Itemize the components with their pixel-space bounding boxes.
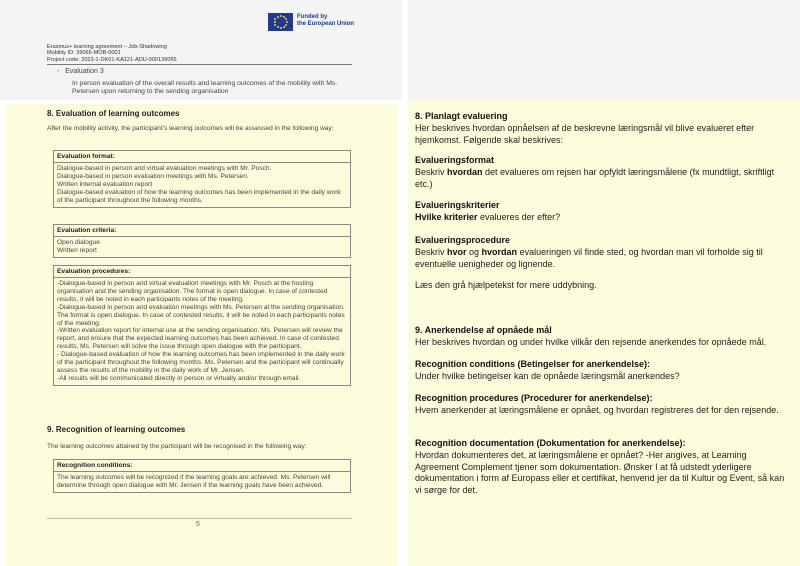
guide-criteria-heading: Evalueringskriterier <box>415 200 500 210</box>
eu-star <box>277 16 279 18</box>
section-9-heading: 9. Recognition of learning outcomes <box>47 425 186 434</box>
evaluation-criteria-box <box>53 224 351 258</box>
footer-divider <box>47 518 352 519</box>
guide-h8: 8. Planlagt evaluering <box>415 111 508 121</box>
eu-star <box>277 26 279 28</box>
guide-format-text: Beskriv hvordan det evalueres om rejsen har opfyldt læringsmålene (fx mundtligt, skriftligt etc.) <box>415 166 775 189</box>
guide-rd-text: Hvordan dokumenteres det, at læringsmålene er opnået? -Her angives, at Learning Agreement Complement tjener som dokumentation. Ønsker I at få udstedt yderligere dokumentation i form af Europass eller et certifikat, henvend jer da til Kultur og Event, så kan vi sørge for det. <box>415 449 785 496</box>
section-8-heading: 8. Evaluation of learning outcomes <box>47 109 180 118</box>
eu-star <box>286 21 288 23</box>
eu-star <box>283 26 285 28</box>
guide-recognition-documentation <box>415 438 790 497</box>
doc-title: Erasmus+ learning agreement – Job-Shadowing <box>47 44 167 50</box>
guide-procedure <box>415 235 790 270</box>
section-8-intro: After the mobility activity, the participant's learning outcomes will be assessed in the following way: <box>47 125 334 132</box>
eu-flag-icon <box>268 13 293 31</box>
eu-star <box>280 27 282 29</box>
evaluation-format-text: Dialogue-based in person and virtual evaluation meetings with Mr. Posch. Dialogue-based in person evaluation meetings with Ms. Petersen. Written internal evaluation report Dialogue-based evaluation of how the learning outcomes has been implemented in the daily work of the participant throughout the following months. <box>57 165 341 204</box>
guide-grey-help: Læs den grå hjælpetekst for mere uddybning. <box>415 280 597 290</box>
eu-star <box>274 24 276 26</box>
header-divider <box>47 64 352 65</box>
guide-procedure-heading: Evalueringsprocedure <box>415 235 511 245</box>
guide-h9: 9. Anerkendelse af opnåede mål <box>415 325 552 335</box>
evaluation-procedures-text: -Dialogue-based in person and virtual evaluation meetings with Mr. Posch at the hosting organisation and the sending organisation. The format is open dialogue. In case of contested results, it will be noted in each participants notes of the meeting. -Dialogue-based in person and evaluation meetings with Ms. Petersen at the sending organisation. The format is open dialogue. In case of contested results, it will be noted in each participants notes of the meeting. -Written evaluation report for internal use at the sending organisation. Ms. Petersen will review the report, and ensure that the expected learning outcomes has been achieved. In case of contested results, Ms. Petersen will solve the issue through open dialogue with the participant. - Dialogue-based evaluation of how the learning outcomes has been implemented in the daily work of the participant throughout the following months. Ms. Petersen and the participant will continually assess the results of the mobility in the daily work of Mr. Jensen. -All results will be communicated directly in person or virtually and/or through email. <box>57 280 345 382</box>
guide-rp-text: Hvem anerkender at læringsmålene er opnået, og hvordan registreres det for den rejsende. <box>415 404 779 415</box>
guide-section-8 <box>415 111 790 146</box>
evaluation-format-box <box>53 150 351 208</box>
list-bullet: - <box>57 68 60 75</box>
recognition-conditions-box <box>53 459 351 493</box>
document-header <box>47 44 177 63</box>
eu-star <box>280 15 282 17</box>
eu-star <box>274 21 276 23</box>
eu-star <box>285 24 287 26</box>
guide-recognition-procedures <box>415 393 790 417</box>
recognition-conditions-label: Recognition conditions: <box>54 460 350 472</box>
guidance-panel-top <box>408 0 800 100</box>
guide-criteria <box>415 200 790 224</box>
guide-section-9 <box>415 325 790 349</box>
guide-rc-heading: Recognition conditions (Betingelser for anerkendelse): <box>415 359 651 369</box>
guide-p9: Her beskrives hvordan og under hvilke vilkår den rejsende anerkendes for opnåede mål. <box>415 336 767 347</box>
guide-format <box>415 155 790 190</box>
guide-rd-heading: Recognition documentation (Dokumentation for anerkendelse): <box>415 438 686 448</box>
evaluation-procedures-label: Evaluation procedures: <box>54 266 350 278</box>
guide-rc-text: Under hvilke betingelser kan de opnåede læringsmål anerkendes? <box>415 370 680 381</box>
project-code: Project code: 2023-1-DK01-KA121-ADU-000139065 <box>47 56 177 63</box>
guide-criteria-text: Hvilke kriterier evalueres der efter? <box>415 211 561 222</box>
guide-format-heading: Evalueringsformat <box>415 155 495 165</box>
section-9-intro: The learning outcomes attained by the participant will be recognised in the following way: <box>47 443 307 450</box>
evaluation-3-item <box>57 68 104 75</box>
page-number: 5 <box>196 521 200 528</box>
guide-p8: Her beskrives hvordan opnåelsen af de beskrevne læringsmål vil blive evalueret efter hjemkomst. Følgende skal beskrives: <box>415 122 755 145</box>
evaluation-format-label: Evaluation format: <box>54 151 350 163</box>
eu-star <box>285 18 287 20</box>
recognition-conditions-text: The learning outcomes will be recognized if the learning goals are achieved. Ms. Petersen will determine through open dialogue with Mr. Jensen if the learning goals have been achieved. <box>57 474 331 489</box>
mobility-id: Mobility ID: 39065-MOB-0001 <box>47 50 121 57</box>
evaluation-3-label: Evaluation 3 <box>65 68 104 75</box>
evaluation-criteria-text: Open dialogue Written report <box>57 239 100 254</box>
eu-star <box>274 18 276 20</box>
evaluation-criteria-label: Evaluation criteria: <box>54 225 350 237</box>
guide-recognition-conditions <box>415 359 790 383</box>
eu-funded-label: Funded by the European Union <box>297 14 354 27</box>
evaluation-3-description: In person evaluation of the overall results and learning outcomes of the mobility with Ms. Petersen upon returning to the sending organisation <box>72 80 338 96</box>
guide-procedure-text: Beskriv hvor og hvordan evalueringen vil finde sted, og hvordan man vil forholde sig til eventuelle uenigheder og lignende. <box>415 246 763 269</box>
evaluation-procedures-box <box>53 265 351 386</box>
guide-rp-heading: Recognition procedures (Procedurer for anerkendelse): <box>415 393 653 403</box>
